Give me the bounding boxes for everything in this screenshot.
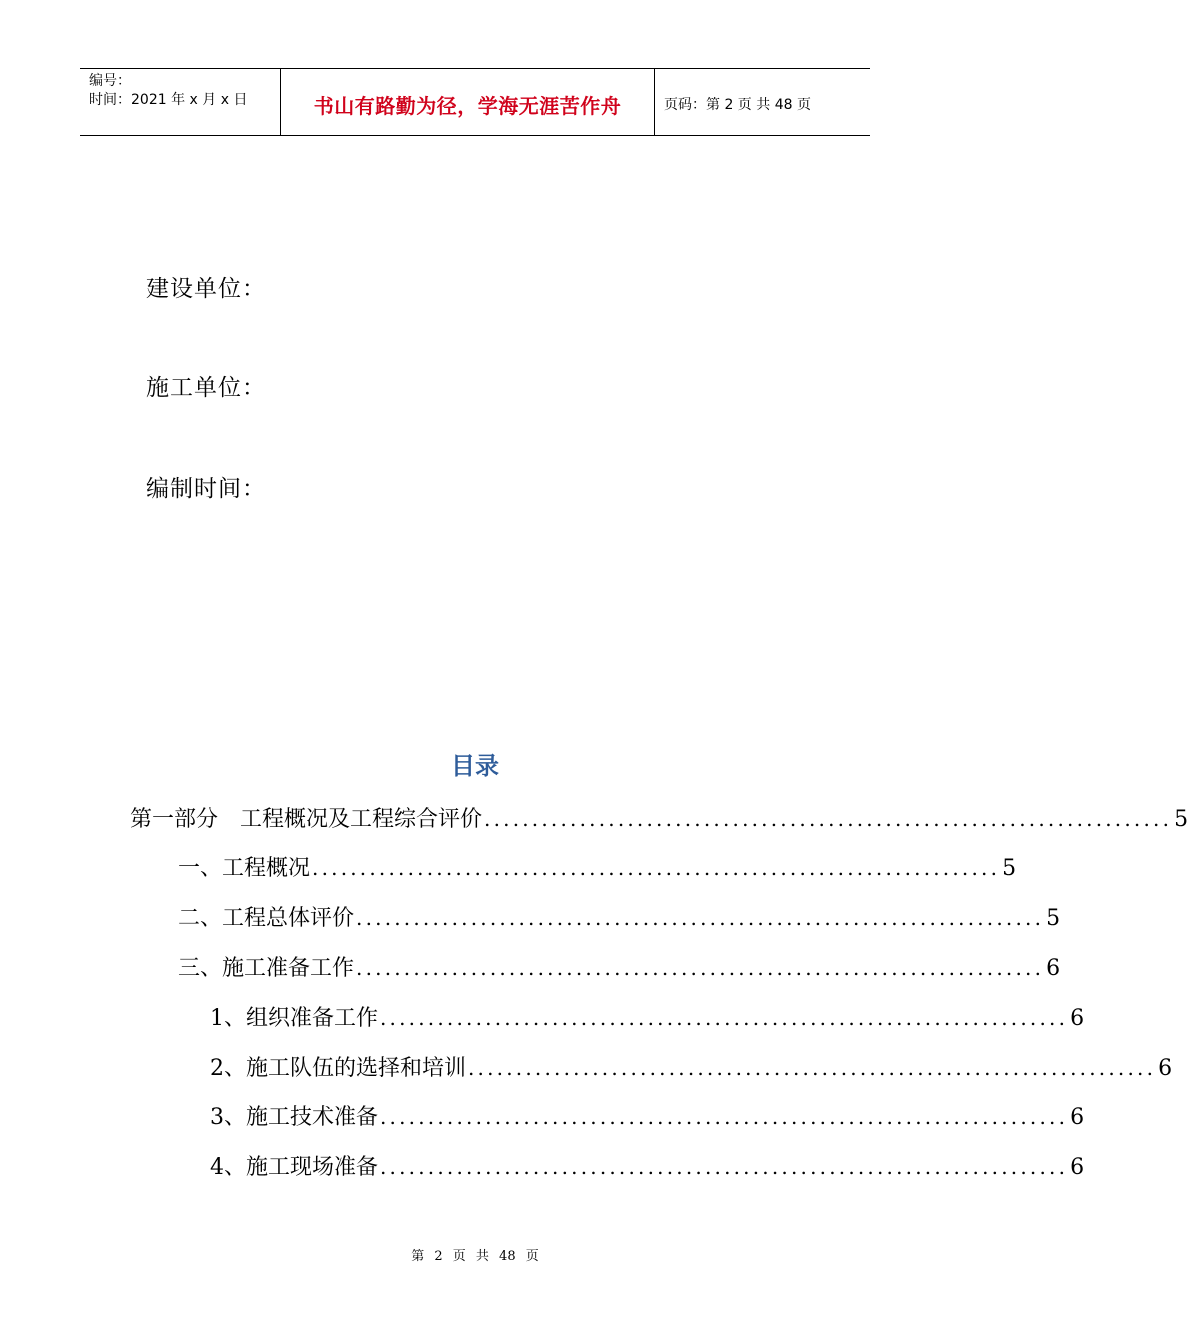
toc-entry[interactable] <box>178 901 1061 935</box>
toc-title: 目录 <box>451 752 499 780</box>
toc-leader-dots: ........................................................................ <box>468 1056 1157 1080</box>
toc-entry-text: 4、施工现场准备 <box>210 1155 378 1180</box>
toc-entry-page: 5 <box>1046 906 1061 931</box>
toc-leader-dots: ........................................................................ <box>380 1105 1069 1129</box>
compile-time-label: 编制时间： <box>146 476 266 502</box>
toc-entry-text: 3、施工技术准备 <box>210 1105 378 1130</box>
motto-text: 书山有路勤为径，学海无涯苦作舟 <box>313 93 622 118</box>
toc-entry-text: 二、工程总体评价 <box>178 906 355 931</box>
toc-entry[interactable] <box>130 802 1188 836</box>
toc-leader-dots: ........................................................................ <box>312 856 1001 880</box>
toc-leader-dots: ........................................................................ <box>356 906 1045 930</box>
time-label: 时间：2021 年 x 月 x 日 <box>89 92 248 108</box>
page-info: 页码：第 2 页 共 48 页 <box>664 97 811 113</box>
toc-entry[interactable] <box>210 1001 1085 1035</box>
contractor-unit-label: 施工单位： <box>146 375 266 401</box>
header-motto-cell <box>281 69 655 135</box>
header-page-cell <box>655 69 870 135</box>
toc-leader-dots: ........................................................................ <box>356 956 1045 980</box>
toc-leader-dots: ........................................................................ <box>380 1155 1069 1179</box>
page-header <box>80 68 870 136</box>
toc-entry[interactable] <box>210 1100 1085 1134</box>
toc-entry[interactable] <box>178 951 1061 985</box>
toc-entry-page: 5 <box>1174 807 1188 832</box>
page-footer: 第 2 页 共 48 页 <box>411 1249 539 1264</box>
toc-entry-page: 6 <box>1046 956 1061 981</box>
toc-entry[interactable] <box>210 1051 1173 1085</box>
toc-entry-page: 6 <box>1070 1105 1085 1130</box>
toc-leader-dots: ........................................................................ <box>380 1006 1069 1030</box>
header-meta-cell <box>80 69 281 135</box>
toc-entry-text: 一、工程概况 <box>178 856 311 881</box>
number-label: 编号： <box>89 73 131 89</box>
toc-entry[interactable] <box>210 1150 1085 1184</box>
toc-leader-dots: ........................................................................ <box>484 807 1173 831</box>
toc-entry[interactable] <box>178 851 1017 885</box>
toc-entry-text: 第一部分 工程概况及工程综合评价 <box>130 807 483 832</box>
toc-entry-page: 6 <box>1070 1006 1085 1031</box>
toc-entry-text: 2、施工队伍的选择和培训 <box>210 1056 466 1081</box>
toc-entry-page: 5 <box>1002 856 1017 881</box>
construction-unit-label: 建设单位： <box>146 276 266 302</box>
toc-entry-page: 6 <box>1070 1155 1085 1180</box>
toc-entry-page: 6 <box>1158 1056 1173 1081</box>
toc-entry-text: 三、施工准备工作 <box>178 956 355 981</box>
toc-entry-text: 1、组织准备工作 <box>210 1006 378 1031</box>
